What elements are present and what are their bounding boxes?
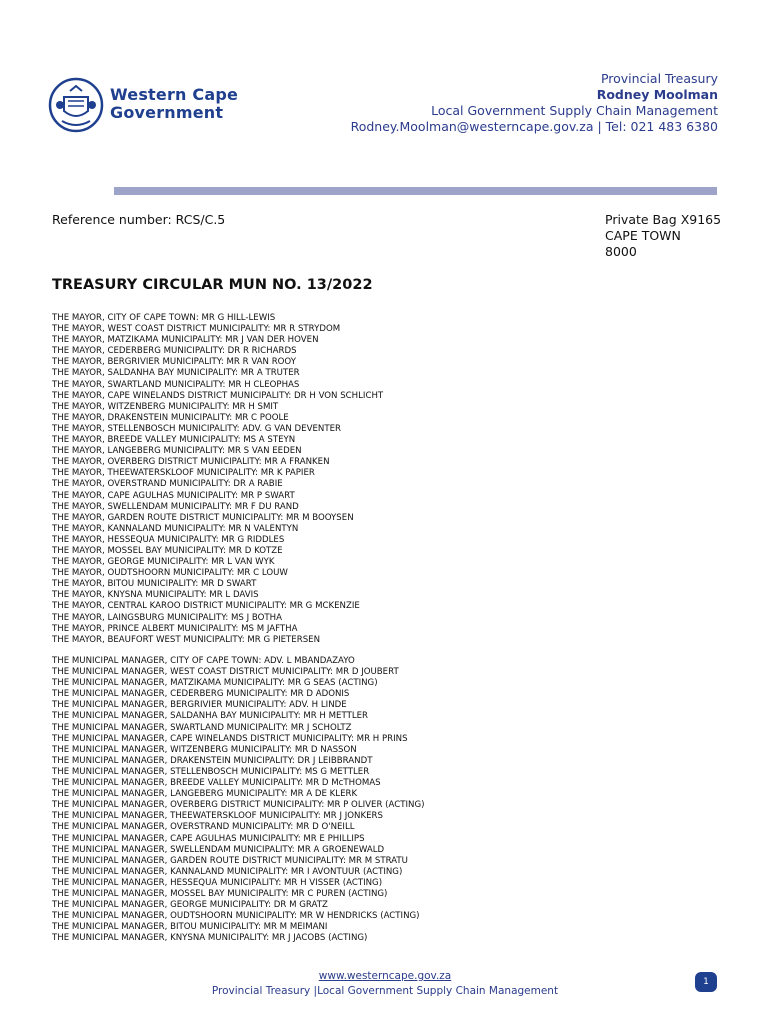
recipient-line: THE MAYOR, BERGRIVIER MUNICIPALITY: MR R VAN ROOY	[52, 357, 296, 368]
header-divider	[114, 187, 717, 195]
logo-text-line1: Western Cape	[110, 85, 239, 104]
footer-website	[0, 970, 770, 982]
recipient-line: THE MUNICIPAL MANAGER, GEORGE MUNICIPALITY: DR M GRATZ	[52, 900, 328, 911]
recipient-line: THE MAYOR, MOSSEL BAY MUNICIPALITY: MR D KOTZE	[52, 545, 283, 556]
recipient-line: THE MUNICIPAL MANAGER, GARDEN ROUTE DISTRICT MUNICIPALITY: MR M STRATU	[52, 855, 408, 866]
recipient-line: THE MAYOR, OVERBERG DISTRICT MUNICIPALITY: MR A FRANKEN	[52, 457, 330, 468]
recipient-line: THE MAYOR, CEDERBERG MUNICIPALITY: DR R RICHARDS	[52, 346, 297, 357]
recipient-line: THE MUNICIPAL MANAGER, BREEDE VALLEY MUNICIPALITY: MR D McTHOMAS	[52, 778, 381, 789]
recipient-line: THE MUNICIPAL MANAGER, SALDANHA BAY MUNICIPALITY: MR H METTLER	[52, 711, 369, 722]
reference-number: Reference number: RCS/C.5	[52, 212, 226, 227]
recipient-line: THE MAYOR, DRAKENSTEIN MUNICIPALITY: MR C POOLE	[52, 412, 289, 423]
municipal-managers-recipient-list	[52, 656, 424, 944]
recipient-line: THE MAYOR, LANGEBERG MUNICIPALITY: MR S VAN EEDEN	[52, 446, 302, 457]
address-line: CAPE TOWN	[605, 228, 681, 243]
recipient-line: THE MAYOR, GEORGE MUNICIPALITY: MR L VAN WYK	[52, 557, 275, 568]
address-line: 8000	[605, 244, 637, 259]
circular-title: TREASURY CIRCULAR MUN NO. 13/2022	[52, 277, 373, 293]
logo-wordmark	[110, 86, 238, 122]
recipient-line: THE MAYOR, WEST COAST DISTRICT MUNICIPALITY: MR R STRYDOM	[52, 324, 341, 335]
recipient-line: THE MUNICIPAL MANAGER, CAPE AGULHAS MUNICIPALITY: MR E PHILLIPS	[52, 833, 365, 844]
footer-text: Provincial Treasury |Local Government Supply Chain Management	[211, 985, 559, 997]
recipient-line: THE MUNICIPAL MANAGER, MATZIKAMA MUNICIPALITY: MR G SEAS (ACTING)	[52, 678, 378, 689]
recipient-line: THE MUNICIPAL MANAGER, HESSEQUA MUNICIPALITY: MR H VISSER (ACTING)	[52, 877, 383, 888]
recipient-line: THE MAYOR, BITOU MUNICIPALITY: MR D SWART	[52, 579, 257, 590]
recipient-line: THE MAYOR, OUDTSHOORN MUNICIPALITY: MR C LOUW	[52, 568, 288, 579]
recipient-line: THE MUNICIPAL MANAGER, BERGRIVIER MUNICIPALITY: ADV. H LINDE	[52, 700, 347, 711]
coat-of-arms-icon	[48, 77, 104, 133]
recipient-line: THE MUNICIPAL MANAGER, MOSSEL BAY MUNICIPALITY: MR C PUREN (ACTING)	[52, 888, 388, 899]
logo-text-line2: Government	[110, 103, 224, 122]
recipient-line: THE MAYOR, MATZIKAMA MUNICIPALITY: MR J VAN DER HOVEN	[52, 335, 319, 346]
recipient-line: THE MUNICIPAL MANAGER, BITOU MUNICIPALITY: MR M MEIMANI	[52, 922, 328, 933]
contact-details: Rodney.Moolman@westerncape.gov.za | Tel: 021 483 6380	[350, 119, 718, 134]
unit-name: Local Government Supply Chain Management	[431, 103, 718, 118]
recipient-line: THE MUNICIPAL MANAGER, WEST COAST DISTRICT MUNICIPALITY: MR D JOUBERT	[52, 667, 399, 678]
recipient-line: THE MUNICIPAL MANAGER, SWARTLAND MUNICIPALITY: MR J SCHOLTZ	[52, 722, 352, 733]
recipient-line: THE MUNICIPAL MANAGER, OUDTSHOORN MUNICIPALITY: MR W HENDRICKS (ACTING)	[52, 911, 420, 922]
mayors-recipient-list	[52, 313, 383, 646]
website-link[interactable]: www.westerncape.gov.za	[318, 970, 452, 982]
recipient-line: THE MUNICIPAL MANAGER, CAPE WINELANDS DISTRICT MUNICIPALITY: MR H PRINS	[52, 733, 408, 744]
contact-name: Rodney Moolman	[596, 87, 718, 102]
recipient-line: THE MUNICIPAL MANAGER, THEEWATERSKLOOF MUNICIPALITY: MR J JONKERS	[52, 811, 383, 822]
recipient-line: THE MAYOR, KNYSNA MUNICIPALITY: MR L DAVIS	[52, 590, 259, 601]
recipient-line: THE MAYOR, SWARTLAND MUNICIPALITY: MR H CLEOPHAS	[52, 379, 300, 390]
recipient-line: THE MAYOR, CAPE AGULHAS MUNICIPALITY: MR P SWART	[52, 490, 295, 501]
page-number-badge: 1	[695, 972, 717, 992]
department-name: Provincial Treasury	[600, 71, 718, 86]
recipient-line: THE MAYOR, KANNALAND MUNICIPALITY: MR N VALENTYN	[52, 523, 299, 534]
recipient-line: THE MAYOR, CITY OF CAPE TOWN: MR G HILL-LEWIS	[52, 313, 276, 323]
recipient-line: THE MUNICIPAL MANAGER, SWELLENDAM MUNICIPALITY: MR A GROENEWALD	[52, 844, 385, 855]
western-cape-government-logo	[48, 77, 248, 147]
recipient-line: THE MUNICIPAL MANAGER, KNYSNA MUNICIPALITY: MR J JACOBS (ACTING)	[52, 933, 368, 944]
recipient-line: THE MAYOR, CENTRAL KAROO DISTRICT MUNICIPALITY: MR G MCKENZIE	[52, 601, 360, 612]
recipient-line: THE MUNICIPAL MANAGER, WITZENBERG MUNICIPALITY: MR D NASSON	[52, 744, 357, 755]
recipient-line: THE MUNICIPAL MANAGER, CEDERBERG MUNICIPALITY: MR D ADONIS	[52, 689, 350, 700]
recipient-line: THE MAYOR, BREEDE VALLEY MUNICIPALITY: MS A STEYN	[52, 435, 296, 446]
recipient-line: THE MAYOR, HESSEQUA MUNICIPALITY: MR G RIDDLES	[52, 534, 285, 545]
recipient-line: THE MAYOR, PRINCE ALBERT MUNICIPALITY: MS M JAFTHA	[52, 623, 298, 634]
recipient-line: THE MAYOR, SALDANHA BAY MUNICIPALITY: MR A TRUTER	[52, 368, 300, 379]
recipient-line: THE MUNICIPAL MANAGER, OVERBERG DISTRICT MUNICIPALITY: MR P OLIVER (ACTING)	[52, 800, 425, 811]
recipient-line: THE MAYOR, BEAUFORT WEST MUNICIPALITY: MR G PIETERSEN	[52, 634, 321, 645]
address-line: Private Bag X9165	[605, 212, 722, 227]
recipient-line: THE MAYOR, WITZENBERG MUNICIPALITY: MR H SMIT	[52, 401, 279, 412]
recipient-line: THE MUNICIPAL MANAGER, DRAKENSTEIN MUNICIPALITY: DR J LEIBBRANDT	[52, 755, 373, 766]
letterhead-contact	[351, 71, 718, 135]
recipient-line: THE MUNICIPAL MANAGER, OVERSTRAND MUNICIPALITY: MR D O'NEILL	[52, 822, 355, 833]
recipient-line: THE MAYOR, OVERSTRAND MUNICIPALITY: DR A RABIE	[52, 479, 283, 490]
recipient-line: THE MAYOR, CAPE WINELANDS DISTRICT MUNICIPALITY: DR H VON SCHLICHT	[52, 390, 384, 401]
recipient-line: THE MAYOR, GARDEN ROUTE DISTRICT MUNICIPALITY: MR M BOOYSEN	[52, 512, 354, 523]
recipient-line: THE MUNICIPAL MANAGER, LANGEBERG MUNICIPALITY: MR A DE KLERK	[52, 789, 358, 800]
recipient-line: THE MAYOR, STELLENBOSCH MUNICIPALITY: ADV. G VAN DEVENTER	[52, 423, 341, 434]
recipient-line: THE MUNICIPAL MANAGER, STELLENBOSCH MUNICIPALITY: MS G METTLER	[52, 766, 370, 777]
recipient-line: THE MAYOR, LAINGSBURG MUNICIPALITY: MS J BOTHA	[52, 612, 282, 623]
recipient-line: THE MUNICIPAL MANAGER, KANNALAND MUNICIPALITY: MR I AVONTUUR (ACTING)	[52, 866, 403, 877]
recipient-line: THE MAYOR, SWELLENDAM MUNICIPALITY: MR F DU RAND	[52, 501, 299, 512]
recipient-line: THE MAYOR, THEEWATERSKLOOF MUNICIPALITY: MR K PAPIER	[52, 468, 315, 479]
postal-address	[605, 212, 721, 260]
recipient-line: THE MUNICIPAL MANAGER, CITY OF CAPE TOWN: ADV. L MBANDAZAYO	[52, 656, 355, 666]
